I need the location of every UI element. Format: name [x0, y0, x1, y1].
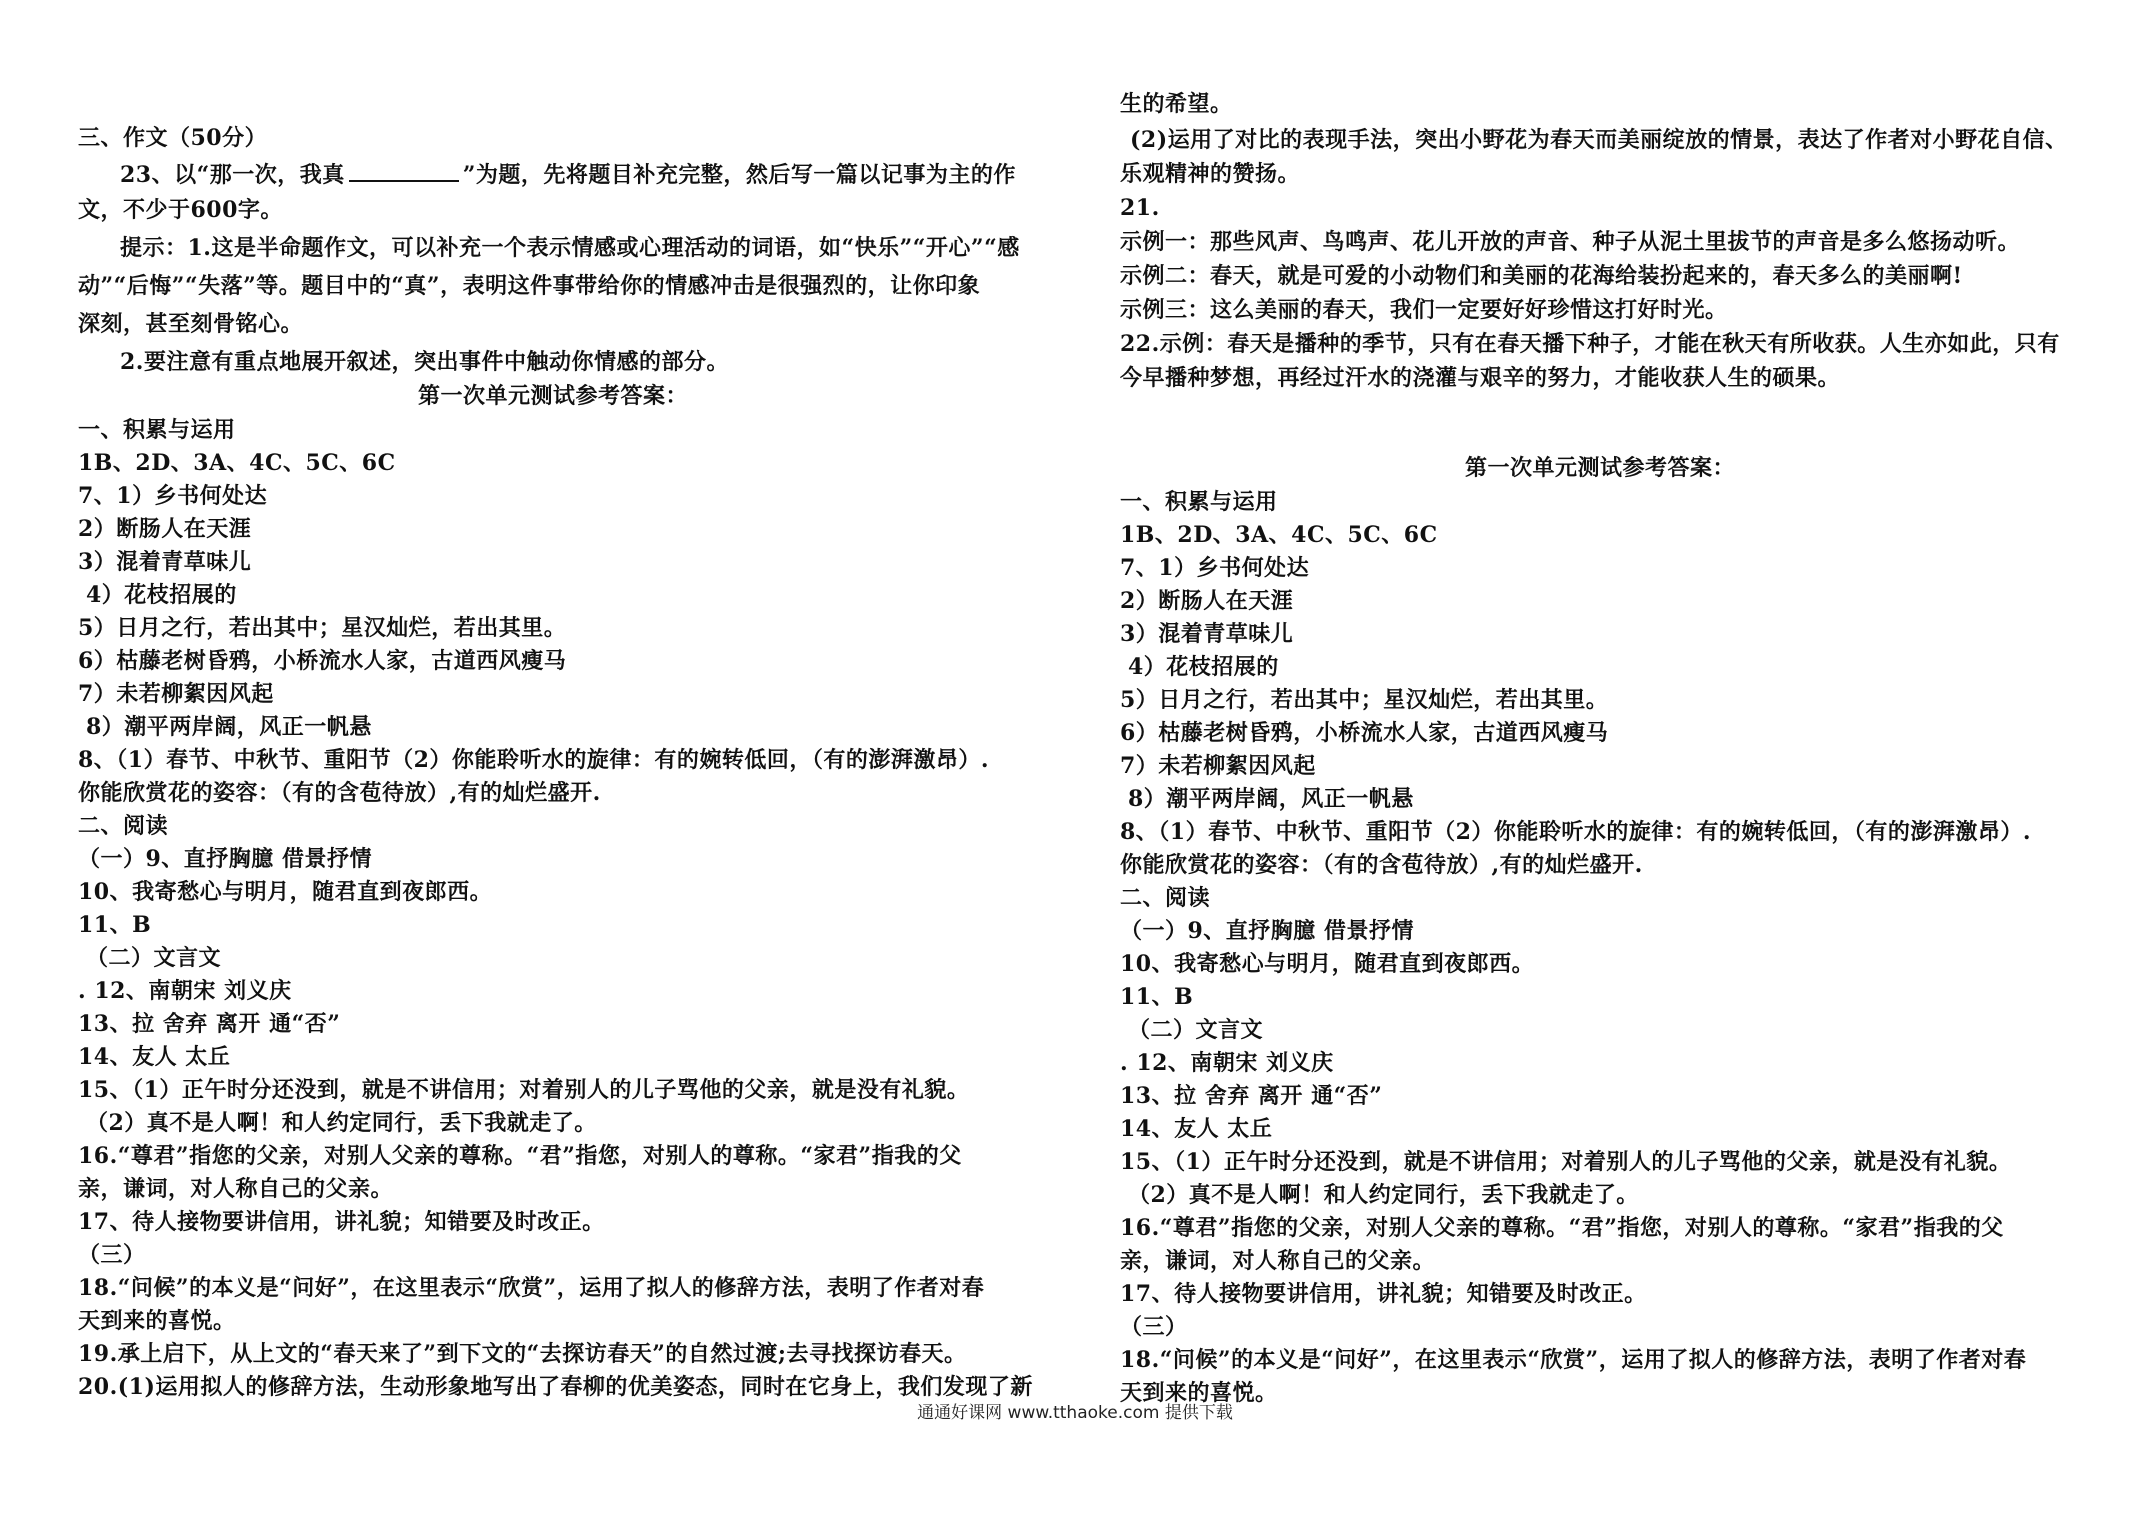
- answer-key-heading: 第一次单元测试参考答案：: [418, 383, 689, 409]
- text-line: （2）真不是人啊！和人约定同行，丢下我就走了。: [86, 1110, 597, 1136]
- text-line: 21.: [1120, 195, 1160, 221]
- text-line: 亲，谦词，对人称自己的父亲。: [78, 1176, 394, 1202]
- text-line: 6）枯藤老树昏鸦，小桥流水人家，古道西风瘦马: [1120, 720, 1609, 746]
- text-line: 7）未若柳絮因风起: [78, 681, 274, 707]
- text-line: 10、我寄愁心与明月，随君直到夜郎西。: [1120, 951, 1535, 977]
- title-blank: [349, 158, 459, 182]
- text-line: 文，不少于600字。: [78, 197, 283, 223]
- text-line: 22.示例：春天是播种的季节，只有在春天播下种子，才能在秋天有所收获。人生亦如此，只有: [1120, 331, 2060, 357]
- section-heading: 一、积累与运用: [78, 417, 236, 443]
- text-line: 你能欣赏花的姿容：（有的含苞待放）,有的灿烂盛开.: [78, 780, 601, 806]
- text-line: （二）文言文: [1128, 1017, 1264, 1043]
- text-line: 3）混着青草味儿: [1120, 621, 1294, 647]
- text-line: . 12、南朝宋 刘义庆: [1120, 1050, 1334, 1076]
- text-line: 16.“尊君”指您的父亲，对别人父亲的尊称。“君”指您，对别人的尊称。“家君”指我的父: [1120, 1215, 2004, 1241]
- text-line: 10、我寄愁心与明月，随君直到夜郎西。: [78, 879, 493, 905]
- text-line: 11、B: [1120, 984, 1194, 1010]
- text-line: 今早播种梦想，再经过汗水的浇灌与艰辛的努力，才能收获人生的硕果。: [1120, 365, 1841, 391]
- text-line: 19.承上启下，从上文的“春天来了”到下文的“去探访春天”的自然过渡;去寻找探访春天。: [78, 1341, 967, 1367]
- text-line: 8、（1）春节、中秋节、重阳节（2）你能聆听水的旋律：有的婉转低回，（有的澎湃激昂）.: [1120, 819, 2032, 845]
- text-line: 20.(1)运用拟人的修辞方法，生动形象地写出了春柳的优美姿态，同时在它身上，我们发现了新: [78, 1374, 1033, 1400]
- text-line: 13、拉 舍弃 离开 通“否”: [78, 1011, 341, 1037]
- text-line: 14、友人 太丘: [1120, 1116, 1273, 1142]
- text-line: 17、待人接物要讲信用，讲礼貌；知错要及时改正。: [78, 1209, 605, 1235]
- text-line: 1B、2D、3A、4C、5C、6C: [1120, 522, 1438, 548]
- text-line: 8）潮平两岸阔，风正一帆悬: [86, 714, 372, 740]
- text-line: 生的希望。: [1120, 91, 1233, 117]
- text-line: 5）日月之行，若出其中；星汉灿烂，若出其里。: [1120, 687, 1609, 713]
- hint-line: 提示：1.这是半命题作文，可以补充一个表示情感或心理活动的词语，如“快乐”“开心”“感: [120, 235, 1020, 261]
- text-line: 深刻，甚至刻骨铭心。: [78, 311, 304, 337]
- hint-line: 2.要注意有重点地展开叙述，突出事件中触动你情感的部分。: [120, 349, 729, 375]
- text-line: . 12、南朝宋 刘义庆: [78, 978, 292, 1004]
- text-line: 5）日月之行，若出其中；星汉灿烂，若出其里。: [78, 615, 567, 641]
- text-line: （三）: [78, 1242, 146, 1268]
- text-line: 天到来的喜悦。: [78, 1308, 236, 1334]
- text-line: （2）真不是人啊！和人约定同行，丢下我就走了。: [1128, 1182, 1639, 1208]
- text-line: 天到来的喜悦。: [1120, 1380, 1278, 1406]
- section-heading: 二、阅读: [1120, 885, 1211, 911]
- text-line: 8）潮平两岸阔，风正一帆悬: [1128, 786, 1414, 812]
- text-line: 示例三：这么美丽的春天，我们一定要好好珍惜这打好时光。: [1120, 297, 1728, 323]
- text-line: 3）混着青草味儿: [78, 549, 252, 575]
- text-line: 14、友人 太丘: [78, 1044, 231, 1070]
- text-line: （一）9、直抒胸臆 借景抒情: [1120, 918, 1414, 944]
- text-line: 7、1）乡书何处达: [1120, 555, 1310, 581]
- page-footer: 通通好课网 www.tthaoke.com 提供下载: [917, 1403, 1233, 1423]
- text-line: 18.“问候”的本义是“问好”，在这里表示“欣赏”，运用了拟人的修辞方法，表明了作者对春: [1120, 1347, 2027, 1373]
- section-heading: 一、积累与运用: [1120, 489, 1278, 515]
- section-heading: 二、阅读: [78, 813, 169, 839]
- essay-section-heading: 三、作文（50分）: [78, 125, 268, 151]
- text-line: 你能欣赏花的姿容：（有的含苞待放）,有的灿烂盛开.: [1120, 852, 1643, 878]
- text-line: （三）: [1120, 1314, 1188, 1340]
- text-line: 15、（1）正午时分还没到，就是不讲信用；对着别人的儿子骂他的父亲，就是没有礼貌。: [1120, 1149, 2012, 1175]
- text-line: 6）枯藤老树昏鸦，小桥流水人家，古道西风瘦马: [78, 648, 567, 674]
- text-line: 7、1）乡书何处达: [78, 483, 268, 509]
- essay-question-23: 23、以“那一次，我真 ”为题，先将题目补充完整，然后写一篇以记事为主的作: [120, 158, 1016, 191]
- text-line: 4）花枝招展的: [1128, 654, 1279, 680]
- text-line: 1B、2D、3A、4C、5C、6C: [78, 450, 396, 476]
- text-line: 13、拉 舍弃 离开 通“否”: [1120, 1083, 1383, 1109]
- text-line: 2）断肠人在天涯: [78, 516, 252, 542]
- text-line: 18.“问候”的本义是“问好”，在这里表示“欣赏”，运用了拟人的修辞方法，表明了作者对春: [78, 1275, 985, 1301]
- text-line: 2）断肠人在天涯: [1120, 588, 1294, 614]
- answer-key-heading: 第一次单元测试参考答案：: [1465, 455, 1736, 481]
- text-line: （二）文言文: [86, 945, 222, 971]
- text-line: 动”“后悔”“失落”等。题目中的“真”，表明这件事带给你的情感冲击是很强烈的，让你印象: [78, 273, 981, 299]
- text-line: 示例二：春天，就是可爱的小动物们和美丽的花海给装扮起来的，春天多么的美丽啊!: [1120, 263, 1963, 289]
- text-line: 4）花枝招展的: [86, 582, 237, 608]
- text-line: 16.“尊君”指您的父亲，对别人父亲的尊称。“君”指您，对别人的尊称。“家君”指我的父: [78, 1143, 962, 1169]
- text-line: （一）9、直抒胸臆 借景抒情: [78, 846, 372, 872]
- text-line: 17、待人接物要讲信用，讲礼貌；知错要及时改正。: [1120, 1281, 1647, 1307]
- text-line: (2)运用了对比的表现手法，突出小野花为春天而美丽绽放的情景，表达了作者对小野花自信、: [1130, 127, 2068, 153]
- text-line: 11、B: [78, 912, 152, 938]
- text-line: 8、（1）春节、中秋节、重阳节（2）你能聆听水的旋律：有的婉转低回，（有的澎湃激昂）.: [78, 747, 990, 773]
- text-line: 乐观精神的赞扬。: [1120, 161, 1301, 187]
- text-line: 15、（1）正午时分还没到，就是不讲信用；对着别人的儿子骂他的父亲，就是没有礼貌。: [78, 1077, 970, 1103]
- text-line: 亲，谦词，对人称自己的父亲。: [1120, 1248, 1436, 1274]
- text-line: 7）未若柳絮因风起: [1120, 753, 1316, 779]
- text-line: 示例一：那些风声、鸟鸣声、花儿开放的声音、种子从泥土里拔节的声音是多么悠扬动听。: [1120, 229, 2021, 255]
